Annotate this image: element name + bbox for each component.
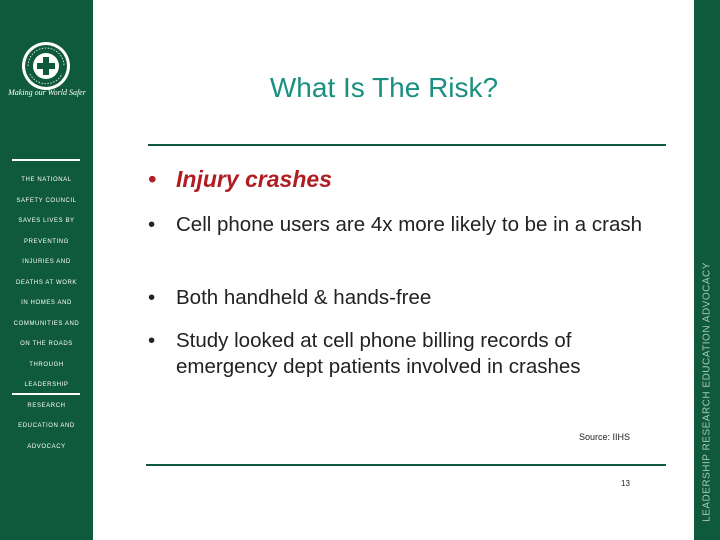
bullet-symbol: • xyxy=(148,166,157,192)
mission-line: ADVOCACY xyxy=(27,443,66,450)
bullet-text: Cell phone users are 4x more likely to be in a crash xyxy=(176,213,643,236)
mission-line: IN HOMES AND xyxy=(21,300,72,306)
mission-line: INJURIES AND xyxy=(22,259,71,265)
mission-line: PREVENTING xyxy=(23,238,69,245)
mission-line: THE NATIONAL xyxy=(21,177,72,183)
mission-line: EDUCATION AND xyxy=(18,423,75,429)
left-sidebar xyxy=(0,0,93,540)
vertical-slogan: LEADERSHIP RESEARCH EDUCATION ADVOCACY xyxy=(701,262,713,522)
bullet-item-cell-phone-users xyxy=(148,212,668,238)
bullet-symbol: • xyxy=(148,329,156,352)
mission-line: SAFETY COUNCIL xyxy=(16,197,77,204)
page-number: 13 xyxy=(621,479,630,488)
sidebar-bottom-rule xyxy=(12,393,80,395)
bullet-symbol: • xyxy=(148,286,156,309)
mission-line: SAVES LIVES BY xyxy=(18,218,75,224)
tagline: Making our World Safer xyxy=(8,88,86,97)
mission-line: RESEARCH xyxy=(27,402,66,409)
mission-line: COMMUNITIES AND xyxy=(13,320,80,327)
mission-line: ON THE ROADS xyxy=(20,341,73,347)
bullet-text: Injury crashes xyxy=(176,166,332,192)
bullet-text: Study looked at cell phone billing records of emergency dept patients involved in crashes xyxy=(176,329,581,378)
mission-line: DEATHS AT WORK xyxy=(15,279,78,286)
sidebar-top-rule xyxy=(12,159,80,161)
footer-rule xyxy=(146,464,666,466)
bullet-symbol: • xyxy=(148,213,156,236)
mission-statement xyxy=(0,170,93,457)
bullet-item-injury-crashes xyxy=(148,166,668,192)
mission-line: THROUGH xyxy=(29,361,64,368)
title-rule xyxy=(148,144,666,146)
safety-council-logo-icon xyxy=(20,40,72,92)
slide-title: What Is The Risk? xyxy=(269,72,499,103)
bullet-item-study xyxy=(148,328,668,380)
mission-line: LEADERSHIP xyxy=(24,382,69,388)
bullet-text: Both handheld & hands-free xyxy=(176,286,432,309)
source-note: Source: IIHS xyxy=(579,432,631,442)
bullet-item-handheld xyxy=(148,285,668,311)
